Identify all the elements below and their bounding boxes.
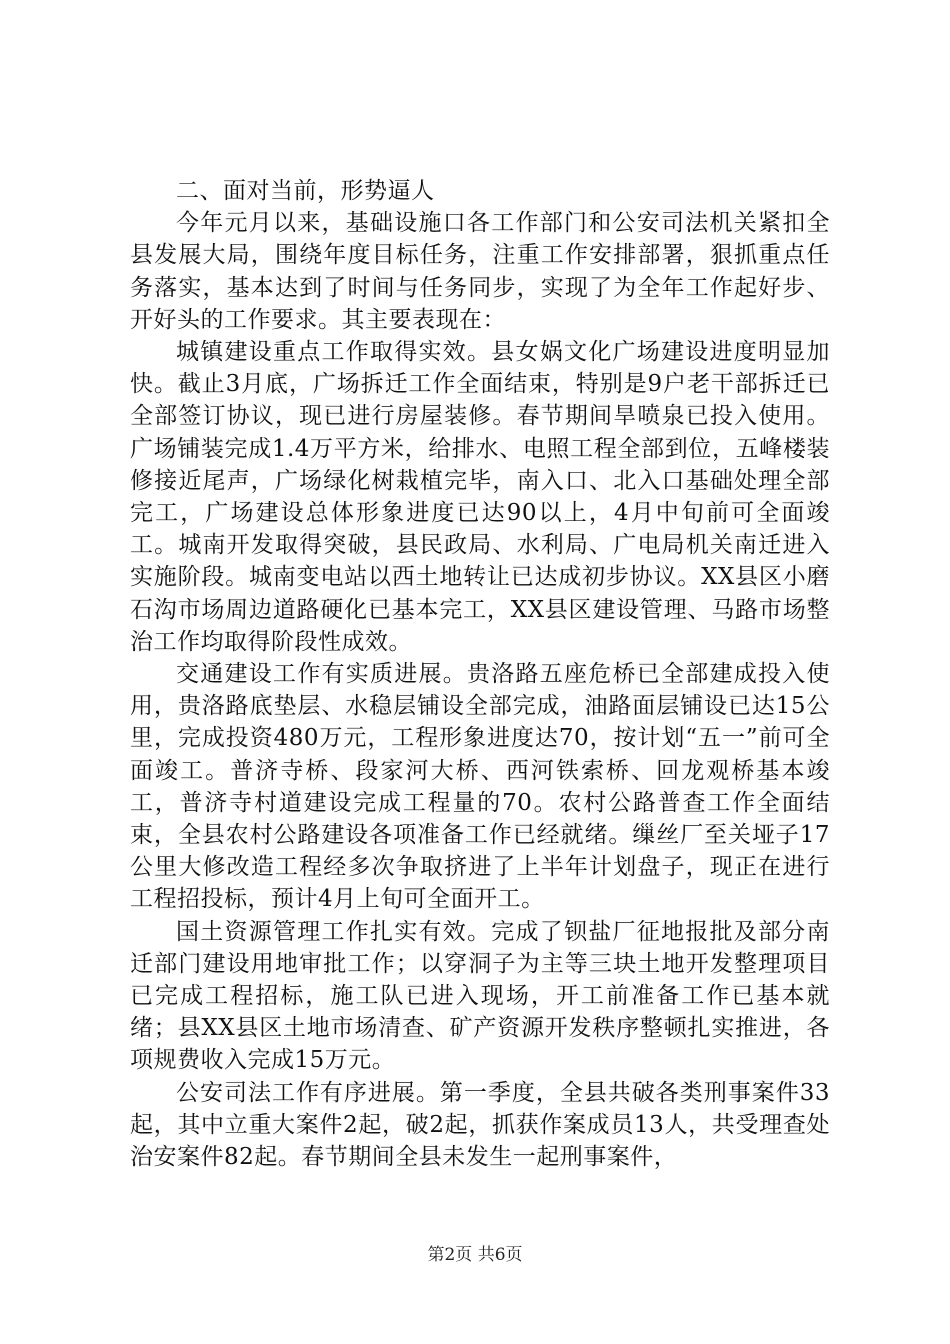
document-body	[130, 175, 830, 1173]
page-indicator: 第2页 共6页	[427, 1245, 523, 1265]
page-footer	[0, 1240, 950, 1265]
paragraph-transport-construction: 交通建设工作有实质进展。贵洛路五座危桥已全部建成投入使用，贵洛路底垫层、水稳层铺设全部完成，油路面层铺设已达15公里，完成投资480万元，工程形象进度达70，按计划“五一”前可全面竣工。普济寺桥、段家河大桥、西河铁索桥、回龙观桥基本竣工，普济寺村道建设完成工程量的70。农村公路普查工作全面结束，全县农村公路建设各项准备工作已经就绪。缫丝厂至关垭子17公里大修改造工程经多次争取挤进了上半年计划盘子，现正在进行工程招投标，预计4月上旬可全面开工。	[130, 661, 830, 913]
paragraph-intro: 今年元月以来，基础设施口各工作部门和公安司法机关紧扣全县发展大局，围绕年度目标任务，注重工作安排部署，狠抓重点任务落实，基本达到了时间与任务同步，实现了为全年工作起好步、开好头的工作要求。其主要表现在：	[130, 210, 830, 333]
paragraph-urban-construction: 城镇建设重点工作取得实效。县女娲文化广场建设进度明显加快。截止3月底，广场拆迁工作全面结束，特别是9户老干部拆迁已全部签订协议，现已进行房屋装修。春节期间旱喷泉已投入使用。广场铺装完成1.4万平方米，给排水、电照工程全部到位，五峰楼装修接近尾声，广场绿化树栽植完毕，南入口、北入口基础处理全部完工，广场建设总体形象进度已达90以上，4月中旬前可全面竣工。城南开发取得突破，县民政局、水利局、广电局机关南迁进入实施阶段。城南变电站以西土地转让已达成初步协议。XX县区小磨石沟市场周边道路硬化已基本完工，XX县区建设管理、马路市场整治工作均取得阶段性成效。	[130, 339, 830, 655]
paragraph-public-security: 公安司法工作有序进展。第一季度，全县共破各类刑事案件33起，其中立重大案件2起，破2起，抓获作案成员13人，共受理查处治安案件82起。春节期间全县未发生一起刑事案件，	[130, 1079, 830, 1171]
section-heading: 二、面对当前，形势逼人	[176, 178, 435, 204]
paragraph-land-resources: 国土资源管理工作扎实有效。完成了钡盐厂征地报批及部分南迁部门建设用地审批工作；以穿洞子为主等三块土地开发整理项目已完成工程招标，施工队已进入现场，开工前准备工作已基本就绪；县XX县区土地市场清查、矿产资源开发秩序整顿扎实推进，各项规费收入完成15万元。	[130, 918, 830, 1074]
